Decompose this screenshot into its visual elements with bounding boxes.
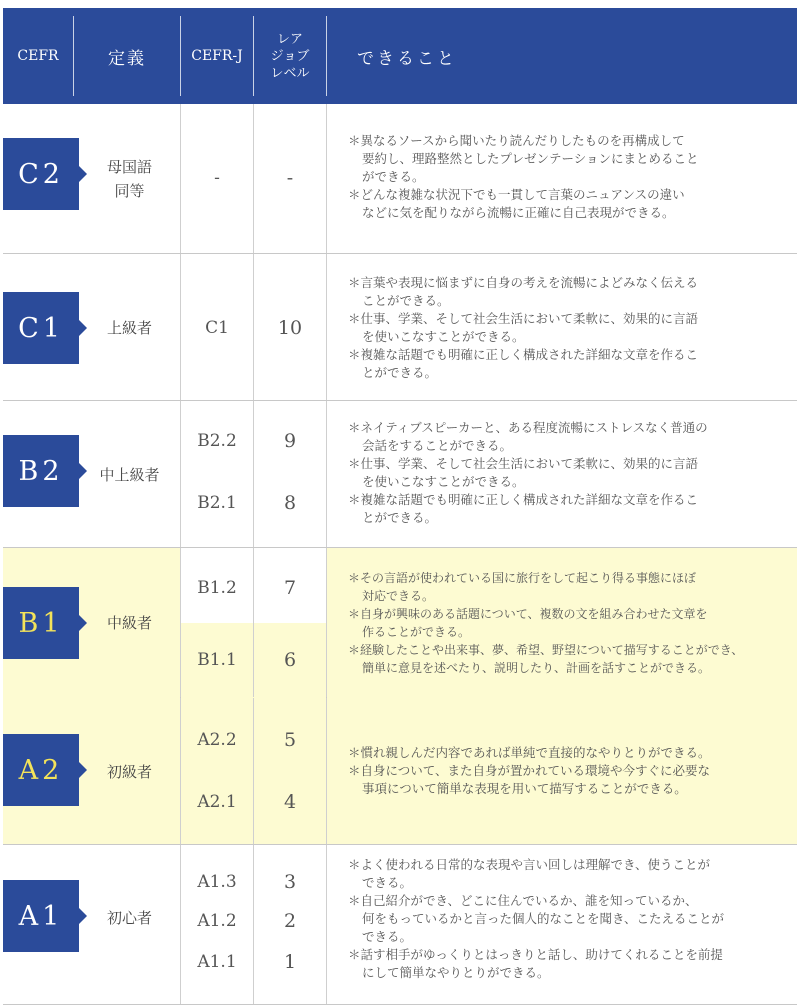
cefr-badge-c2: C2 xyxy=(3,138,79,210)
header-cefr-j: CEFR-J xyxy=(191,48,243,64)
can-do-a2: ＊慣れ親しんだ内容であれば単純で直接的なやりとりができる。 ＊自身について、また自身が置かれている環境や今すぐに必要な 事項について簡単な表現を用いて描写することができる。 xyxy=(348,745,711,796)
can-do-c2: ＊異なるソースから聞いたり読んだりしたものを再構成して 要約し、理路整然としたプレゼンテーションにまとめること ができる。 ＊どんな複雑な状況下でも一貫して言葉のニュアンスの違い などに気を配りながら流暢に正確に自己表現ができる。 xyxy=(348,133,699,220)
cefr-badge-b2: B2 xyxy=(3,435,79,507)
cefr-j-level: A2.1 xyxy=(197,792,237,812)
rarejob-level: 5 xyxy=(283,729,297,751)
rarejob-level: 2 xyxy=(283,910,297,932)
can-do-b1: ＊その言語が使われている国に旅行をして起こり得る事態にほぼ 対応できる。 ＊自身が興味のある話題について、複数の文を組み合わせた文章を 作ることができる。 ＊経験したことや出来事、夢、希望、野望について描写することができ、 簡単に意見を述べたり、説明したり、計画を話すことができる。 xyxy=(348,571,744,675)
cefr-j-level: C1 xyxy=(205,318,229,338)
cefr-j-level: B1.2 xyxy=(197,578,237,598)
cefr-badge-a2: A2 xyxy=(3,734,79,806)
cefr-badge-b1: B1 xyxy=(3,587,79,659)
cefr-badge-a1: A1 xyxy=(3,880,79,952)
cefr-j-level: B2.1 xyxy=(197,493,237,513)
cefr-j-level: A1.2 xyxy=(197,911,237,931)
header-rarejob-level: レア ジョブ レベル xyxy=(270,31,310,81)
cefr-badge-c1: C1 xyxy=(3,292,79,364)
rarejob-level: 1 xyxy=(283,951,297,973)
cefr-j-level: - xyxy=(214,168,220,188)
rarejob-level: 8 xyxy=(283,492,297,514)
rarejob-level: 9 xyxy=(283,430,297,452)
rarejob-level: 7 xyxy=(283,577,297,599)
definition-b1: 中級者 xyxy=(106,614,152,632)
definition-a1: 初心者 xyxy=(106,908,152,927)
table-header xyxy=(3,8,797,104)
rarejob-level: 4 xyxy=(283,791,297,813)
definition-b2: 中上級者 xyxy=(99,465,160,484)
cefr-j-level: A2.2 xyxy=(197,730,237,750)
rarejob-level: 10 xyxy=(277,317,303,339)
table-row-a2 xyxy=(3,698,797,845)
definition-c1: 上級者 xyxy=(106,318,152,337)
table-row-c1 xyxy=(3,254,797,401)
table-row-a1 xyxy=(3,845,797,1005)
cefr-j-level: B2.2 xyxy=(197,431,237,451)
table-row-c2 xyxy=(3,104,797,254)
cefr-j-level: A1.3 xyxy=(197,872,237,892)
cefr-j-level: A1.1 xyxy=(197,952,237,972)
rarejob-level: - xyxy=(286,167,294,189)
definition-c2: 母国語 同等 xyxy=(106,158,152,200)
definition-a2: 初級者 xyxy=(106,762,152,781)
rarejob-level: 6 xyxy=(283,649,297,671)
can-do-c1: ＊言葉や表現に悩まずに自身の考えを流暢によどみなく伝える ことができる。 ＊仕事、学業、そして社会生活において柔軟に、効果的に言語 を使いこなすことができる。 ＊複雑な話題でも明確に正しく構成された詳細な文章を作るこ とができる。 xyxy=(348,275,699,380)
cefr-j-level: B1.1 xyxy=(197,650,237,670)
table-row-b1 xyxy=(3,548,797,698)
header-cefr: CEFR xyxy=(17,48,59,64)
header-definition: 定義 xyxy=(108,48,146,69)
can-do-a1: ＊よく使われる日常的な表現や言い回しは理解でき、使うことが できる。 ＊自己紹介ができ、どこに住んでいるか、誰を知っているか、 何をもっているかと言った個人的なことを聞き、こたえることが できる。 ＊話す相手がゆっくりとはっきりと話し、助けてくれることを前提 にして簡単なやりとりができる。 xyxy=(348,857,725,980)
rarejob-level: 3 xyxy=(283,871,297,893)
table-row-b2 xyxy=(3,401,797,548)
can-do-b2: ＊ネイティブスピーカーと、ある程度流暢にストレスなく普通の 会話をすることができる。 ＊仕事、学業、そして社会生活において柔軟に、効果的に言語 を使いこなすことができる。 ＊複雑な話題でも明確に正しく構成された詳細な文章を作るこ とができる。 xyxy=(348,420,708,525)
header-can-do: できること xyxy=(357,48,457,69)
